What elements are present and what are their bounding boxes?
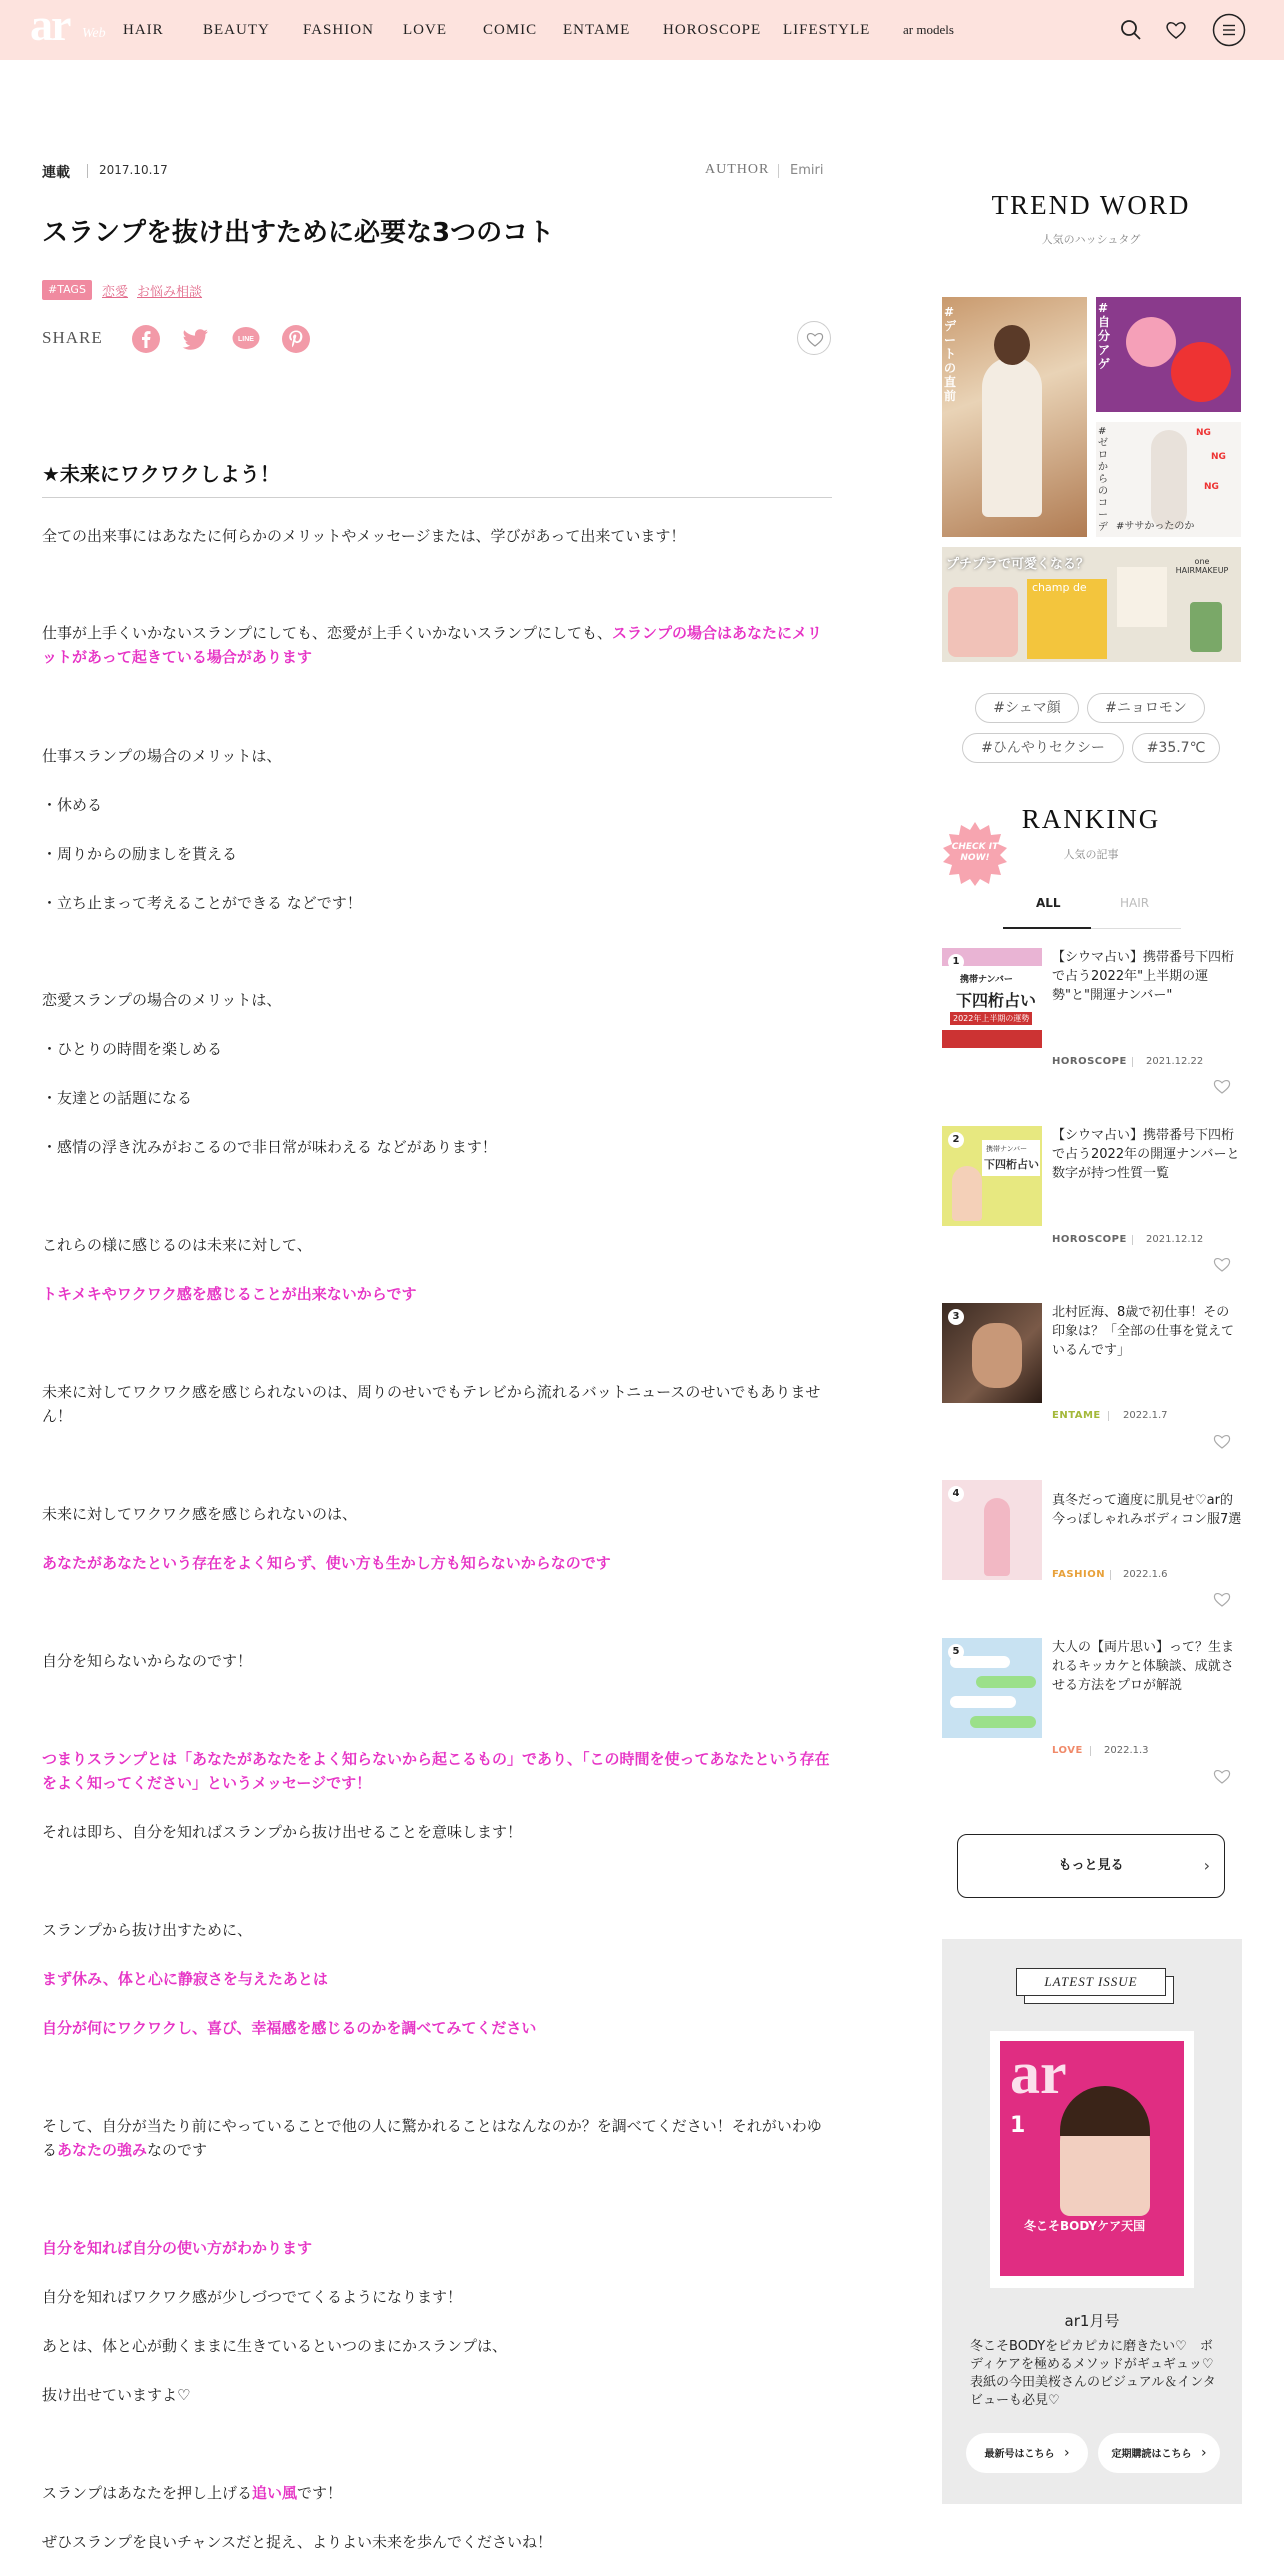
person-silhouette (952, 1166, 982, 1221)
card-shape (1117, 567, 1167, 627)
rank-number: 1 (948, 954, 964, 970)
latest-issue-button[interactable] (966, 2433, 1088, 2473)
nav-horoscope[interactable]: HOROSCOPE (663, 22, 762, 38)
ranking-category: HOROSCOPE (1052, 1056, 1127, 1067)
article-category[interactable]: 連載 (42, 165, 70, 181)
body-paragraph: 恋愛スランプの場合のメリットは、 (42, 991, 282, 1009)
ranking-article-title[interactable]: 【シウマ占い】携帯番号下四桁で占う2022年の開運ナンバーと数字が持つ性質一覧 (1052, 1128, 1240, 1181)
active-tab-indicator (1003, 927, 1091, 929)
badge-text: CHECK IT NOW! (951, 842, 999, 863)
menu-icon[interactable] (1212, 13, 1246, 47)
chevron-right-icon: › (1200, 2445, 1207, 2461)
heart-outline-icon[interactable] (1213, 1433, 1231, 1449)
heart-outline-icon[interactable] (1213, 1078, 1231, 1094)
subscribe-button-label: 定期購読はこちら (1111, 2449, 1192, 2460)
trend-image-text: #ササかったのか (1116, 521, 1195, 532)
person-silhouette (984, 1498, 1010, 1576)
latest-issue-label: LATEST ISSUE (1016, 1968, 1166, 1996)
heart-outline-icon[interactable] (1213, 1591, 1231, 1607)
trend-word-subtitle: 人気のハッシュタグ (1041, 233, 1141, 246)
nav-fashion[interactable]: FASHION (303, 22, 374, 38)
logo-main: ar (30, 0, 70, 50)
highlight-paragraph: 自分を知れば自分の使い方がわかります (42, 2239, 313, 2257)
site-header (0, 0, 1284, 60)
chevron-right-icon: › (1063, 2445, 1070, 2461)
ranking-category: HOROSCOPE (1052, 1234, 1127, 1245)
ranking-category: FASHION (1052, 1569, 1106, 1580)
ranking-divider (1110, 1570, 1111, 1580)
donut-shape (1171, 342, 1231, 402)
ranking-thumbnail[interactable] (942, 1126, 1042, 1226)
twitter-icon[interactable] (181, 324, 211, 354)
ng-mark: NG (1196, 428, 1211, 438)
person-silhouette (1151, 430, 1187, 530)
body-paragraph: あとは、体と心が動くままに生きているといつのまにかスランプは、 (42, 2337, 508, 2355)
ranking-date: 2021.12.12 (1146, 1234, 1204, 1245)
line-icon[interactable] (231, 324, 261, 354)
magazine-cover[interactable] (1000, 2041, 1184, 2276)
nav-entame[interactable]: ENTAME (563, 22, 631, 38)
highlight-paragraph: あなたがあなたという存在をよく知らず、使い方も生かし方も知らないからなのです (42, 1554, 611, 1572)
tags-badge: #TAGS (42, 280, 92, 300)
article-date: 2017.10.17 (99, 163, 168, 177)
rank-number: 2 (948, 1132, 964, 1148)
heart-outline-icon[interactable] (1213, 1256, 1231, 1272)
ranking-divider (1132, 1235, 1133, 1245)
ng-mark: NG (1204, 482, 1219, 492)
body-paragraph (42, 2114, 832, 2162)
nav-love[interactable]: LOVE (403, 22, 447, 38)
ranking-category: LOVE (1052, 1745, 1083, 1756)
ranking-thumbnail[interactable] (942, 1638, 1042, 1738)
more-button[interactable] (957, 1834, 1225, 1898)
body-text: なのです (147, 2141, 208, 2159)
chat-bubble (970, 1716, 1036, 1728)
ranking-tab-hair[interactable]: HAIR (1120, 896, 1150, 910)
rank-number: 3 (948, 1309, 964, 1325)
thumb-text: 2022年上半期の運勢 (950, 1012, 1032, 1025)
body-paragraph: ・休める (42, 796, 103, 814)
highlight-text: スランプの場合はあなたにメリットがあって起きている場合があります (42, 624, 823, 666)
trend-image-text: one HAIRMAKEUP (1175, 557, 1229, 575)
nav-lifestyle[interactable]: LIFESTYLE (783, 22, 871, 38)
heart-outline-icon[interactable] (1213, 1768, 1231, 1784)
body-paragraph: ぜひスランプを良いチャンスだと捉え、よりよい未来を歩んでくださいね！ (42, 2533, 553, 2551)
highlight-paragraph: つまりスランプとは「あなたがあなたをよく知らないから起こるもの」であり、「この時間を使ってあなたという存在をよく知ってください」というメッセージです！ (42, 1750, 830, 1792)
body-paragraph: ・感情の浮き沈みがおこるので非日常が味わえる などがあります！ (42, 1138, 497, 1156)
ranking-date: 2021.12.22 (1146, 1056, 1204, 1067)
person-head (994, 325, 1030, 365)
tag-link-love[interactable]: 恋愛 (102, 285, 129, 300)
highlight-text: あなたの強み (57, 2141, 148, 2159)
ranking-divider (1132, 1057, 1133, 1067)
highlight-text: 追い風 (252, 2484, 298, 2502)
body-paragraph: それは即ち、自分を知ればスランプから抜け出せることを意味します！ (42, 1823, 523, 1841)
body-text: 仕事が上手くいかないスランプにしても、恋愛が上手くいかないスランプにしても、 (42, 624, 613, 642)
highlight-paragraph: トキメキやワクワク感を感じることが出来ないからです (42, 1285, 417, 1303)
body-text: そして、自分が当たり前にやっていることで他の人に驚かれることはなんなのか？を調べてください！それがいわゆる (42, 2117, 822, 2159)
chat-bubble (950, 1696, 1016, 1708)
ranking-article-title[interactable]: 大人の【両片思い】って？生まれるキッカケと体験談、成就させる方法をプロが解説 (1052, 1640, 1235, 1693)
trend-image-text: #デートの直前 (944, 305, 957, 403)
tag-link-advice[interactable]: お悩み相談 (137, 285, 203, 300)
ranking-date: 2022.1.3 (1104, 1745, 1149, 1756)
trend-image-text: #自分アゲ (1098, 301, 1111, 371)
thumb-text: 下四桁占い (956, 991, 1037, 1010)
share-label: SHARE (42, 328, 103, 347)
thumb-text: 下四桁占い (984, 1158, 1039, 1171)
face-shape (972, 1323, 1022, 1388)
body-text: スランプはあなたを押し上げる (42, 2484, 253, 2502)
trend-image-self-up[interactable] (1096, 297, 1241, 412)
body-paragraph: 仕事スランプの場合のメリットは、 (42, 747, 282, 765)
ranking-divider (1108, 1411, 1109, 1421)
ranking-divider (1090, 1746, 1091, 1756)
body-text: です！ (297, 2484, 343, 2502)
more-button-label: もっと見る (1058, 1858, 1124, 1873)
ranking-subtitle: 人気の記事 (1063, 848, 1119, 861)
nav-beauty[interactable]: BEAUTY (203, 22, 270, 38)
ranking-article-title[interactable]: 北村匠海、8歳で初仕事！その印象は？「全部の仕事を覚えているんです」 (1052, 1305, 1235, 1358)
ranking-thumbnail[interactable] (942, 948, 1042, 1048)
body-paragraph: 全ての出来事にはあなたに何らかのメリットやメッセージまたは、学びがあって出来ています！ (42, 527, 686, 545)
hashtag-pill[interactable]: #シェマ顔 (975, 693, 1079, 723)
body-paragraph: 未来に対してワクワク感を感じられないのは、周りのせいでもテレビから流れるバットニュースのせいでもありません！ (42, 1383, 821, 1425)
issue-description: 冬こそBODYをピカピカに磨きたい♡ ボディケアを極めるメソッドがギュギュッ♡ 表紙の今田美桜さんのビジュアル＆インタビューも必見♡ (970, 2339, 1216, 2408)
body-paragraph: ・友達との話題になる (42, 1089, 193, 1107)
thumb-band (942, 1030, 1042, 1048)
nav-hair[interactable]: HAIR (123, 22, 164, 38)
ranking-title: RANKING (1021, 804, 1161, 834)
highlight-paragraph: まず休み、体と心に静寂さを与えたあとは (42, 1970, 328, 1988)
tab-divider (1091, 928, 1181, 929)
site-logo[interactable] (30, 0, 110, 54)
body-paragraph: スランプから抜け出すために、 (42, 1921, 253, 1939)
body-paragraph (42, 621, 832, 669)
cover-month: 1 (1010, 2113, 1026, 2138)
trend-word-title: TREND WORD (991, 190, 1191, 220)
heart-icon[interactable] (1162, 16, 1190, 44)
subscribe-button[interactable] (1098, 2433, 1220, 2473)
thumb-text: 携帯ナンバー (986, 1145, 1028, 1153)
heading-divider (42, 497, 832, 498)
ranking-article-title[interactable]: 真冬だって適度に肌見せ♡ar的今っぽしゃれみボディコン服7選 (1052, 1493, 1242, 1527)
cover-headline: 冬こそBODYケア天国 (1024, 2219, 1146, 2233)
donut-shape (1126, 317, 1176, 367)
ranking-thumbnail[interactable] (942, 1303, 1042, 1403)
latest-issue-button-label: 最新号はこちら (984, 2449, 1055, 2460)
pinterest-icon[interactable] (281, 324, 311, 354)
trend-image-text: champ de (1032, 581, 1087, 594)
body-paragraph: 未来に対してワクワク感を感じられないのは、 (42, 1505, 358, 1523)
author-divider (778, 164, 779, 178)
article-title: スランプを抜け出すために必要な3つのコト (42, 218, 555, 248)
chevron-right-icon: › (1203, 1856, 1210, 1875)
body-paragraph: 自分を知ればワクワク感が少しづつでてくるようになります！ (42, 2288, 463, 2306)
plant-shape (1190, 602, 1222, 652)
body-paragraph: 抜け出せていますよ♡ (42, 2386, 191, 2404)
ranking-date: 2022.1.6 (1123, 1569, 1168, 1580)
body-paragraph: ・立ち止まって考えることができる などです！ (42, 894, 362, 912)
ranking-thumbnail[interactable] (942, 1480, 1042, 1580)
trend-image-petit[interactable] (942, 547, 1241, 662)
body-paragraph: ・ひとりの時間を楽しめる (42, 1040, 223, 1058)
trend-image-coordinate[interactable] (1096, 422, 1241, 537)
svg-text:LINE: LINE (238, 336, 254, 343)
rank-number: 5 (948, 1644, 964, 1660)
facebook-icon[interactable] (131, 324, 161, 354)
cover-model-hair (1060, 2086, 1150, 2136)
trend-image-date[interactable] (942, 297, 1087, 537)
hashtag-pill[interactable]: #35.7℃ (1132, 733, 1220, 763)
body-paragraph: 自分を知らないからなのです！ (42, 1652, 253, 1670)
trend-image-text: プチプラで可愛くなる？ (946, 557, 1090, 572)
nav-comic[interactable]: COMIC (483, 22, 538, 38)
search-icon[interactable] (1117, 16, 1145, 44)
author-label: AUTHOR (705, 162, 770, 177)
author-name[interactable]: Emiri (790, 163, 824, 178)
section-heading: ★未来にワクワクしよう！ (42, 462, 280, 486)
meta-divider (87, 164, 88, 178)
favorite-button[interactable] (797, 321, 831, 355)
ranking-category: ENTAME (1052, 1410, 1101, 1421)
highlight-paragraph: 自分が何にワクワクし、喜び、幸福感を感じるのかを調べてみてください (42, 2019, 537, 2037)
ranking-tab-all[interactable]: ALL (1036, 896, 1061, 910)
ng-mark: NG (1211, 452, 1226, 462)
body-paragraph (42, 2481, 842, 2505)
cover-logo: ar (1010, 2041, 1067, 2106)
person-silhouette (982, 357, 1042, 517)
ranking-date: 2022.1.7 (1123, 1410, 1168, 1421)
chat-bubble (976, 1676, 1036, 1688)
hashtag-pill[interactable]: #ひんやりセクシー (962, 733, 1124, 763)
heart-outline-icon (806, 331, 824, 347)
issue-name: ar1月号 (1064, 2312, 1120, 2330)
thumb-text: 携帯ナンバー (960, 975, 1013, 985)
ranking-article-title[interactable]: 【シウマ占い】携帯番号下四桁で占う2022年"上半期の運勢"と"開運ナンバー" (1052, 950, 1235, 1003)
logo-sub: Web (82, 26, 106, 41)
hashtag-pill[interactable]: #ニョロモン (1087, 693, 1205, 723)
rank-number: 4 (948, 1486, 964, 1502)
tulip-shape (948, 587, 1018, 657)
nav-ar-models[interactable]: ar models (903, 22, 954, 37)
body-paragraph: これらの様に感じるのは未来に対して、 (42, 1236, 312, 1254)
body-paragraph: ・周りからの励ましを貰える (42, 845, 238, 863)
trend-image-text: #ゼロからのコーデ (1098, 426, 1108, 533)
